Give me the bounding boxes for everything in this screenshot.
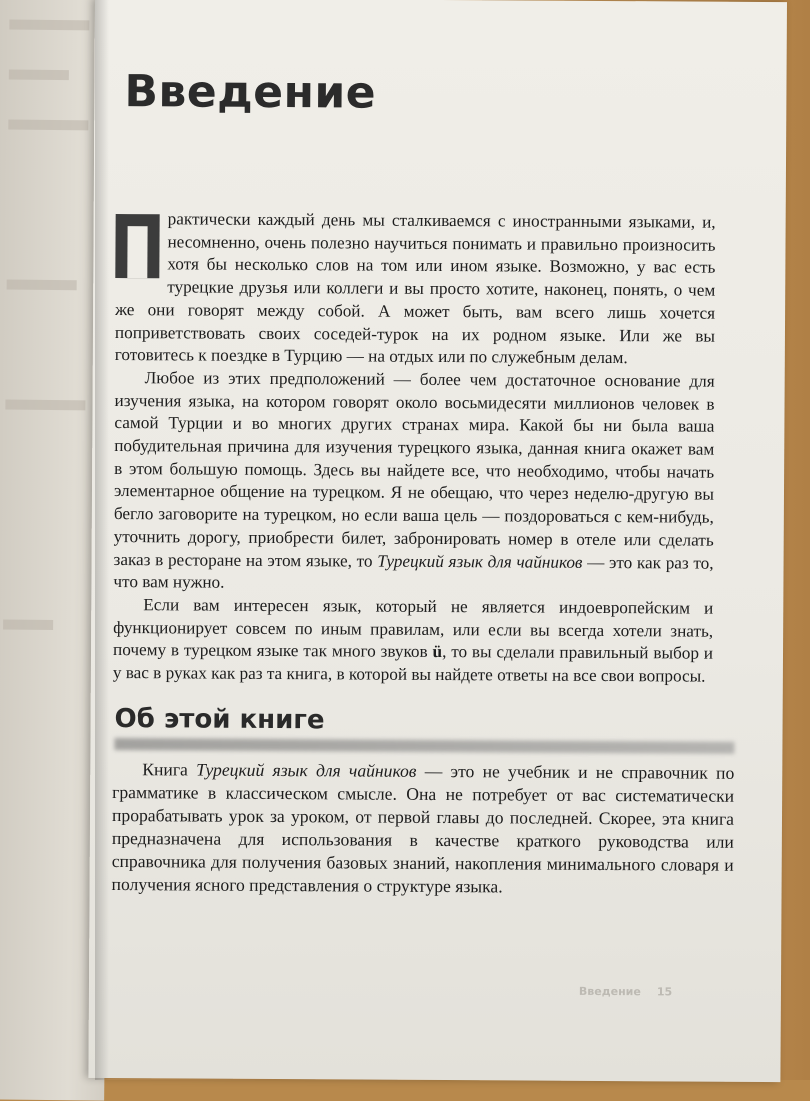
page-number: 15 [656,985,673,999]
ghost-text-line [5,400,85,411]
section-heading: Об этой книге [114,704,325,736]
drop-cap [115,214,159,278]
ghost-text-line [9,20,89,31]
intro-text [113,208,716,688]
page-footer [579,985,672,999]
section-text [112,758,735,900]
book-page [88,0,787,1082]
book-title-italic: Турецкий язык для чайников [196,759,417,781]
paragraph: Если вам интересен язык, который не является индоевропейским и функционирует совсем по иным правилам, или если вы всегда хотели знать, почему в турецком языке так много звуков ü, то вы сделали правильный выбор и у вас в руках как раз та книга, в которой вы найдете ответы на все свои вопросы. [112,595,714,686]
page-edge-shadow [95,0,109,1080]
book-title-italic: Турецкий язык для чайников [377,551,583,572]
ghost-text-line [3,620,53,631]
ghost-text-line [8,120,88,131]
section-heading-bar [114,738,734,754]
footer-label: Введение [578,984,641,999]
paragraph: Любое из этих предположений — более чем достаточное основание для изучения языка, на котором говорят около восьмидесяти миллионов человек в самой Турции и во многих других странах мира. Какой бы ни была ваша побудительная причина для изучения турецкого языка, данная книга окажет вам в этом большую помощь. Здесь вы найдете все, что необходимо, чтобы начать элементарное общение на турецком. Я не обещаю, что через неделю-другую вы бегло заговорите на турецком, но если ваша цель — поздороваться с кем-нибудь, уточнить дорогу, приобрести билет, забронировать номер в отеле или сделать заказ в ресторане на этом языке, то Турецкий язык для чайников — это как раз то, что вам нужно. [113,368,715,592]
page-title: Введение [124,66,377,119]
intro-paragraph: рактически каждый день мы сталкиваемся с иностранными языками, и, несомненно, очень полезно научиться понимать и правильно произносить хотя бы несколько слов на том или ином языке. Возможно, у вас есть турецкие друзья или коллеги и вы просто хотите, наконец, понять, о чем же они говорят между собой. А может быть, вам всего лишь хочется поприветствовать своих соседей-турок на их родном языке. Или же вы готовитесь к поездке в Турцию — на отдых или по служебным делам. [114,209,716,368]
ghost-text-line [7,280,77,291]
ghost-text-line [9,70,69,81]
paragraph: Книга Турецкий язык для чайников — это не учебник и не справочник по грамматике в классическом смысле. Она не потребует от вас систематически прорабатывать урок за уроком, от первой главы до последней. Скорее, эта книга предназначена для использования в качестве краткого руководства или справочника для получения базовых знаний, накопления минимального словаря и получения ясного представления о структуре языка. [111,759,735,897]
